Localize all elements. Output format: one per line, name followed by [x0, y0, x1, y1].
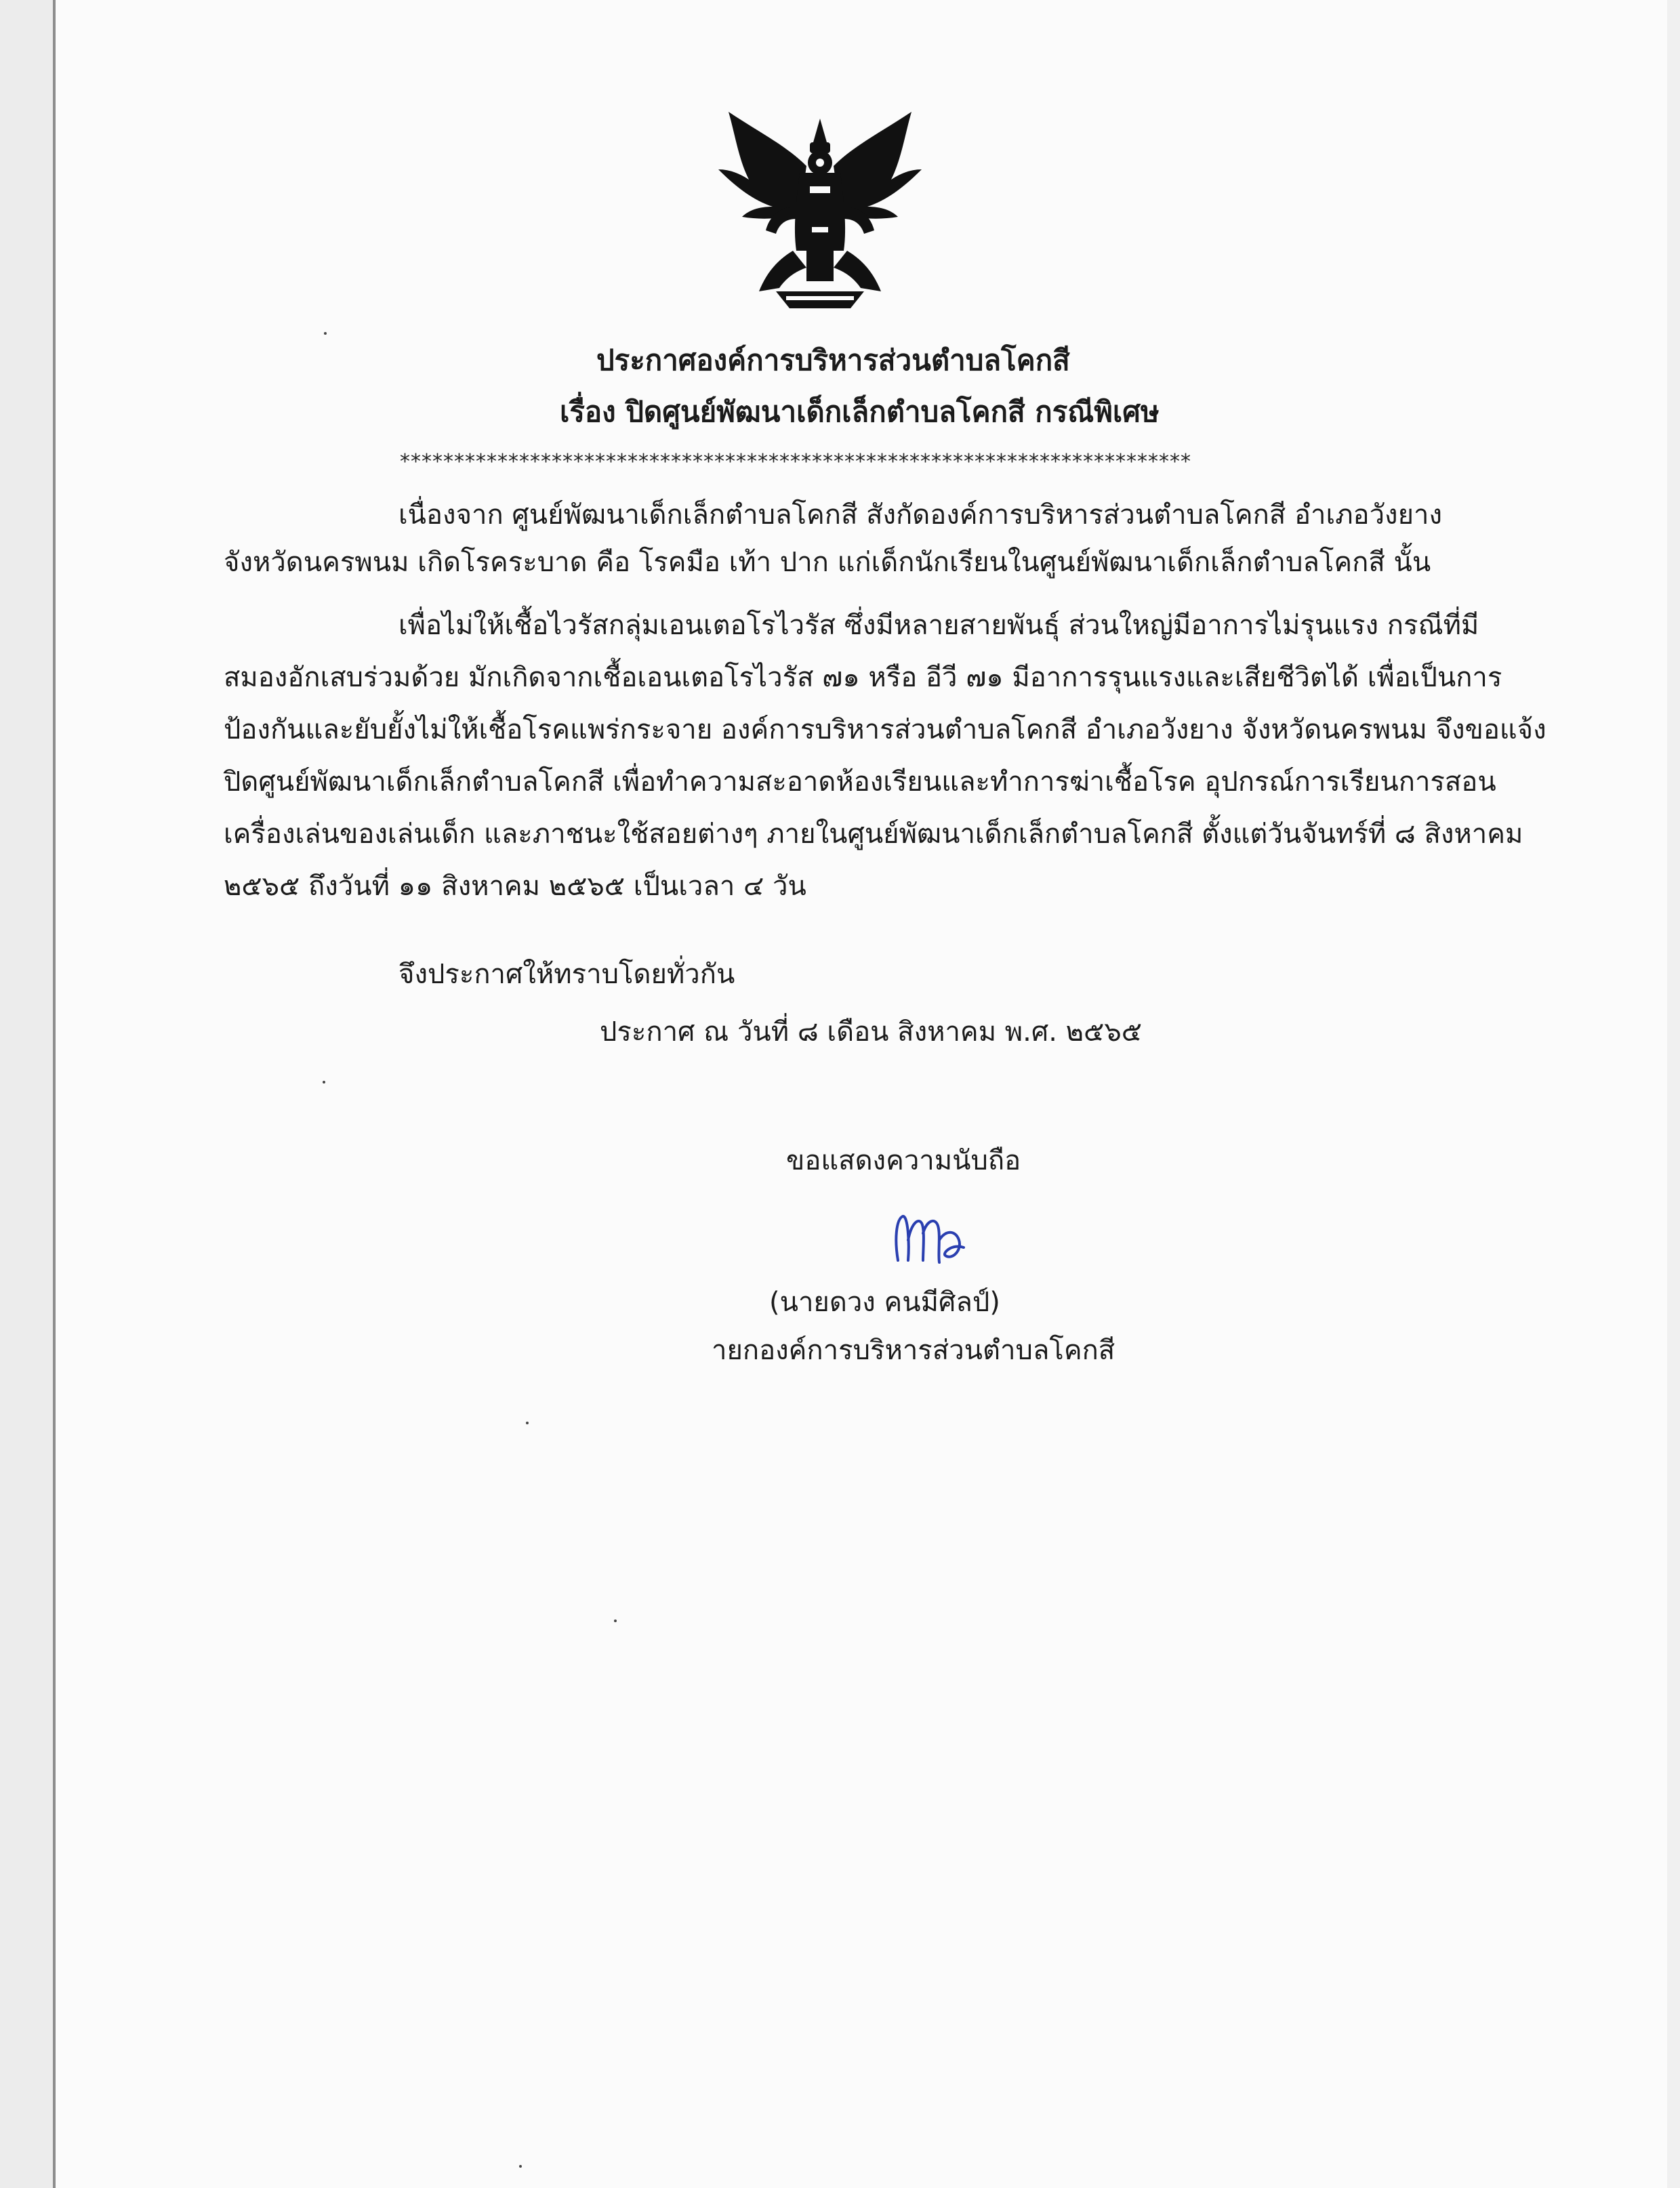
paragraph-2-line-6: ๒๕๖๕ ถึงวันที่ ๑๑ สิงหาคม ๒๕๖๕ เป็นเวลา ๔ วัน	[224, 871, 806, 902]
scan-speck	[526, 1422, 529, 1424]
announcement-date: ประกาศ ณ วันที่ ๘ เดือน สิงหาคม พ.ศ. ๒๕๖๕	[600, 1016, 1142, 1048]
paragraph-2-line-5: เครื่องเล่นของเล่นเด็ก และภาชนะใช้สอยต่างๆ ภายในศูนย์พัฒนาเด็กเล็กตำบลโคกสี ตั้งแต่วันจันทร์ที่ ๘ สิงหาคม	[224, 819, 1523, 850]
handwritten-signature	[888, 1203, 976, 1277]
signatory-position: ายกองค์การบริหารส่วนตำบลโคกสี	[712, 1335, 1115, 1366]
paragraph-2-line-4: ปิดศูนย์พัฒนาเด็กเล็กตำบลโคกสี เพื่อทำความสะอาดห้องเรียนและทำการฆ่าเชื้อโรค อุปกรณ์การเรียนการสอน	[224, 766, 1496, 798]
notice-subject: เรื่อง ปิดศูนย์พัฒนาเด็กเล็กตำบลโคกสี กรณีพิเศษ	[560, 395, 1160, 428]
scan-speck	[323, 1081, 325, 1083]
paragraph-2-line-2: สมองอักเสบร่วมด้วย มักเกิดจากเชื้อเอนเตอโรไวรัส ๗๑ หรือ อีวี ๗๑ มีอาการรุนแรงและเสียชีวิตได้ เพื่อเป็นการ	[224, 662, 1502, 693]
signatory-name: (นายดวง คนมีศิลป์)	[769, 1287, 1000, 1318]
paragraph-2-line-3: ป้องกันและยับยั้งไม่ให้เชื้อโรคแพร่กระจาย องค์การบริหารส่วนตำบลโคกสี อำเภอวังยาง จังหวัดนครพนม จึงขอแจ้ง	[224, 714, 1546, 745]
notice-title: ประกาศองค์การบริหารส่วนตำบลโคกสี	[596, 344, 1070, 377]
closing-salutation: ขอแสดงความนับถือ	[786, 1145, 1021, 1176]
paragraph-1-line-1: เนื่องจาก ศูนย์พัฒนาเด็กเล็กตำบลโคกสี สังกัดองค์การบริหารส่วนตำบลโคกสี อำเภอวังยาง	[398, 499, 1442, 531]
scan-speck	[614, 1619, 617, 1622]
paragraph-2-line-1: เพื่อไม่ให้เชื้อไวรัสกลุ่มเอนเตอโรไวรัส ซึ่งมีหลายสายพันธุ์ ส่วนใหญ่มีอาการไม่รุนแรง กรณีที่มี	[398, 610, 1479, 641]
paragraph-1-line-2: จังหวัดนครพนม เกิดโรคระบาด คือ โรคมือ เท้า ปาก แก่เด็กนักเรียนในศูนย์พัฒนาเด็กเล็กตำบลโคกสี นั้น	[224, 547, 1431, 578]
scan-speck	[519, 2165, 522, 2168]
announcement-line: จึงประกาศให้ทราบโดยทั่วกัน	[398, 959, 735, 990]
garuda-emblem-icon	[712, 105, 928, 315]
separator-line: *************************************************************************	[400, 450, 1191, 474]
scan-speck	[324, 332, 327, 335]
